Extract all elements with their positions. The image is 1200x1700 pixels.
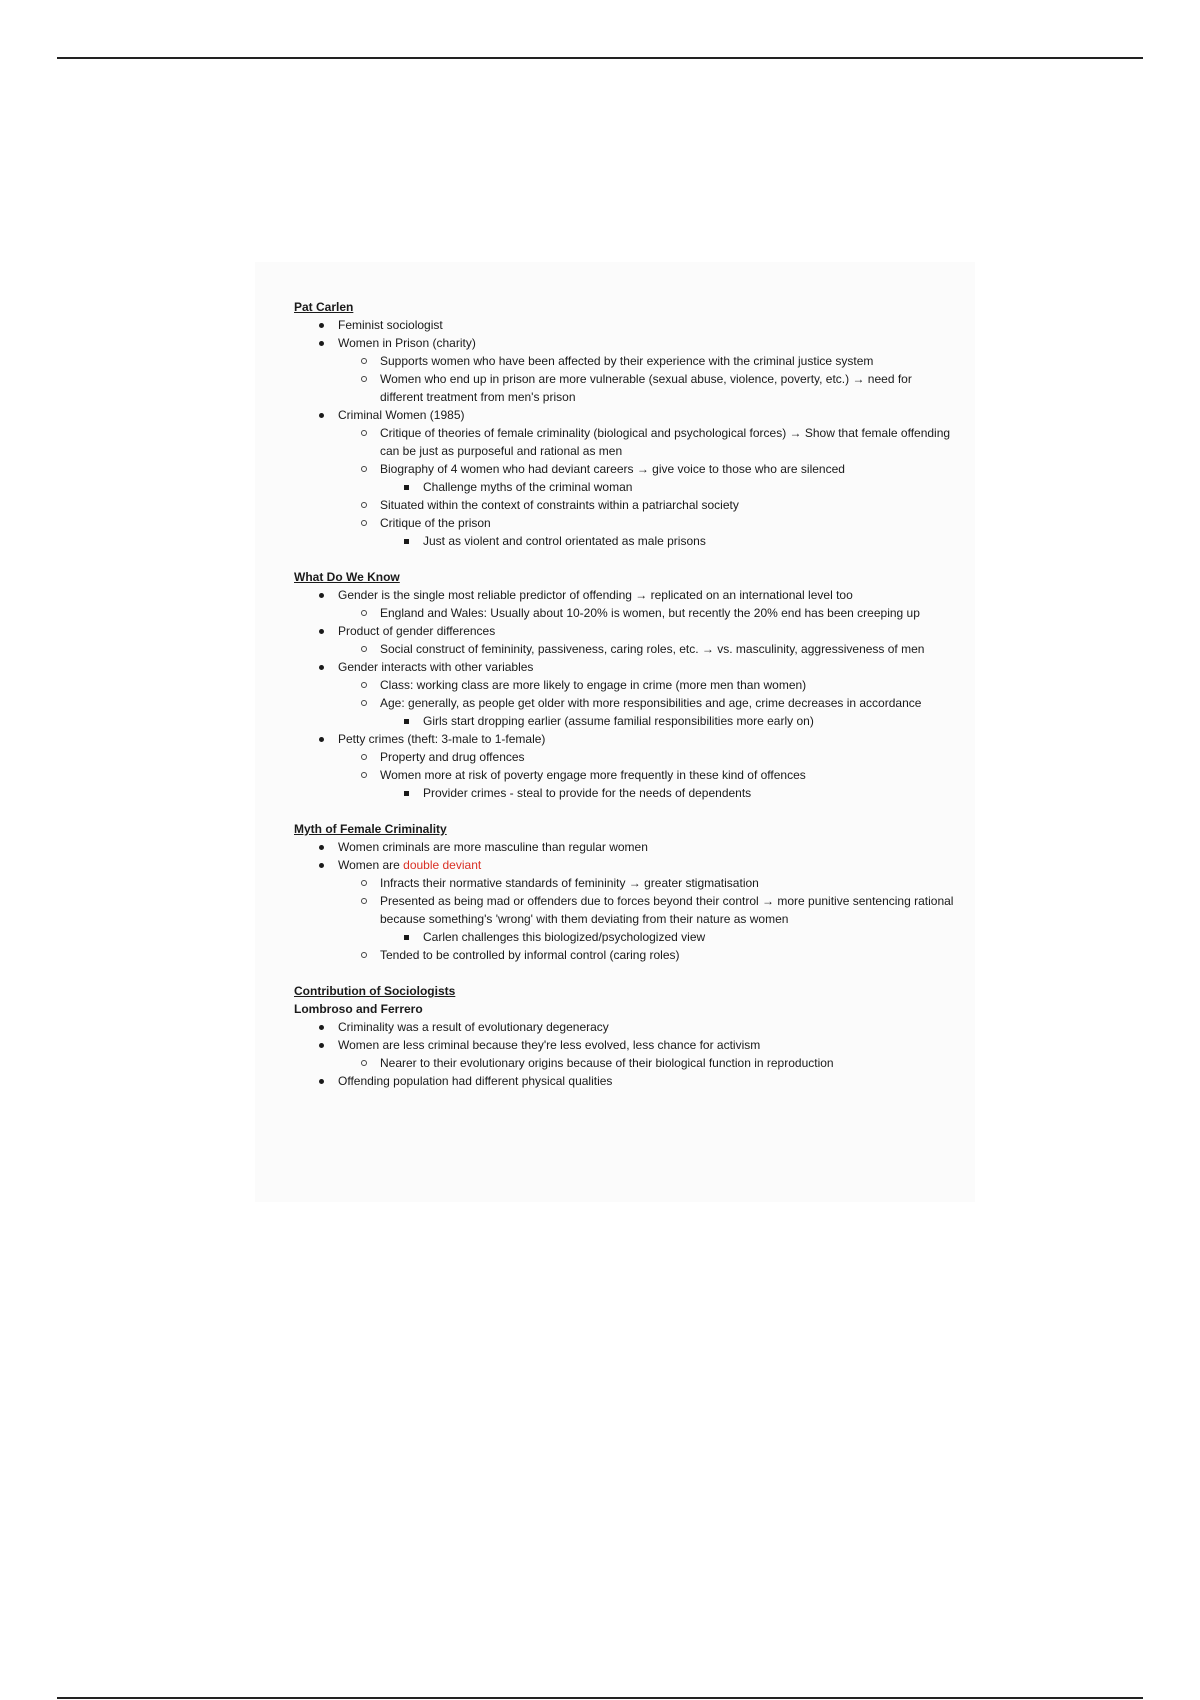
list-item: Presented as being mad or offenders due to forces beyond their control → more punitive sentencing rational because something's 'wrong' with them deviating from their nature as women	[294, 892, 954, 928]
bullet-circle-icon	[361, 466, 367, 472]
list-item: Situated within the context of constraints within a patriarchal society	[294, 496, 954, 514]
list-item: Tended to be controlled by informal control (caring roles)	[294, 946, 954, 964]
list-item: Girls start dropping earlier (assume familial responsibilities more early on)	[294, 712, 954, 730]
bullet-list	[294, 1018, 954, 1090]
list-item: Women criminals are more masculine than regular women	[294, 838, 954, 856]
bullet-circle-icon	[361, 700, 367, 706]
bullet-list	[294, 316, 954, 550]
list-item: Feminist sociologist	[294, 316, 954, 334]
list-item: Challenge myths of the criminal woman	[294, 478, 954, 496]
top-rule	[57, 57, 1143, 59]
list-item: Nearer to their evolutionary origins because of their biological function in reproduction	[294, 1054, 954, 1072]
section-heading: Myth of Female Criminality	[294, 822, 447, 836]
bullet-disc-icon	[319, 629, 324, 634]
bullet-square-icon	[404, 485, 409, 490]
bullet-circle-icon	[361, 376, 367, 382]
bullet-disc-icon	[319, 863, 324, 868]
list-item: Gender is the single most reliable predictor of offending → replicated on an international level too	[294, 586, 954, 604]
bullet-square-icon	[404, 935, 409, 940]
list-item: Class: working class are more likely to engage in crime (more men than women)	[294, 676, 954, 694]
list-item: Criminality was a result of evolutionary degeneracy	[294, 1018, 954, 1036]
list-item: Petty crimes (theft: 3-male to 1-female)	[294, 730, 954, 748]
list-item: Women are less criminal because they're less evolved, less chance for activism	[294, 1036, 954, 1054]
bullet-disc-icon	[319, 323, 324, 328]
list-item: Women in Prison (charity)	[294, 334, 954, 352]
list-item: Offending population had different physical qualities	[294, 1072, 954, 1090]
list-item: Supports women who have been affected by their experience with the criminal justice system	[294, 352, 954, 370]
list-item: Women who end up in prison are more vulnerable (sexual abuse, violence, poverty, etc.) → need for different treatment from men's prison	[294, 370, 954, 406]
list-item: Infracts their normative standards of femininity → greater stigmatisation	[294, 874, 954, 892]
section-heading: Contribution of Sociologists	[294, 984, 456, 998]
list-item: Gender interacts with other variables	[294, 658, 954, 676]
list-item: Just as violent and control orientated as male prisons	[294, 532, 954, 550]
list-item: Critique of theories of female criminality (biological and psychological forces) → Show that female offending can be just as purposeful and rational as men	[294, 424, 954, 460]
section-contribution-of-sociologists	[294, 982, 954, 1090]
bullet-circle-icon	[361, 682, 367, 688]
bullet-square-icon	[404, 719, 409, 724]
bullet-circle-icon	[361, 880, 367, 886]
bullet-list	[294, 586, 954, 802]
bullet-square-icon	[404, 791, 409, 796]
bullet-circle-icon	[361, 358, 367, 364]
list-item: Carlen challenges this biologized/psychologized view	[294, 928, 954, 946]
list-item: Property and drug offences	[294, 748, 954, 766]
section-heading: Pat Carlen	[294, 300, 354, 314]
list-item: Social construct of femininity, passiveness, caring roles, etc. → vs. masculinity, aggressiveness of men	[294, 640, 954, 658]
list-item: Product of gender differences	[294, 622, 954, 640]
section-pat-carlen	[294, 298, 954, 550]
section-myth-of-female-criminality	[294, 820, 954, 964]
bullet-circle-icon	[361, 502, 367, 508]
bullet-disc-icon	[319, 593, 324, 598]
list-item: Biography of 4 women who had deviant careers → give voice to those who are silenced	[294, 460, 954, 478]
list-item: Provider crimes - steal to provide for the needs of dependents	[294, 784, 954, 802]
list-item: England and Wales: Usually about 10-20% is women, but recently the 20% end has been creeping up	[294, 604, 954, 622]
list-item: Critique of the prison	[294, 514, 954, 532]
bullet-circle-icon	[361, 646, 367, 652]
bullet-circle-icon	[361, 952, 367, 958]
bullet-disc-icon	[319, 665, 324, 670]
bullet-circle-icon	[361, 754, 367, 760]
bullet-disc-icon	[319, 1043, 324, 1048]
bullet-circle-icon	[361, 898, 367, 904]
list-item: Women more at risk of poverty engage more frequently in these kind of offences	[294, 766, 954, 784]
list-item: Age: generally, as people get older with more responsibilities and age, crime decreases in accordance	[294, 694, 954, 712]
bullet-list	[294, 838, 954, 964]
highlighted-term: double deviant	[403, 858, 482, 872]
bullet-disc-icon	[319, 845, 324, 850]
notes-document	[294, 298, 954, 1108]
bullet-circle-icon	[361, 1060, 367, 1066]
bullet-circle-icon	[361, 610, 367, 616]
bullet-disc-icon	[319, 737, 324, 742]
bullet-square-icon	[404, 539, 409, 544]
bullet-circle-icon	[361, 772, 367, 778]
bullet-disc-icon	[319, 341, 324, 346]
bullet-disc-icon	[319, 1079, 324, 1084]
list-item: Women are double deviant	[294, 856, 954, 874]
bullet-disc-icon	[319, 413, 324, 418]
section-what-do-we-know	[294, 568, 954, 802]
section-subheading: Lombroso and Ferrero	[294, 1002, 423, 1016]
bottom-rule	[57, 1697, 1143, 1699]
list-item: Criminal Women (1985)	[294, 406, 954, 424]
bullet-disc-icon	[319, 1025, 324, 1030]
bullet-circle-icon	[361, 520, 367, 526]
section-heading: What Do We Know	[294, 570, 400, 584]
bullet-circle-icon	[361, 430, 367, 436]
